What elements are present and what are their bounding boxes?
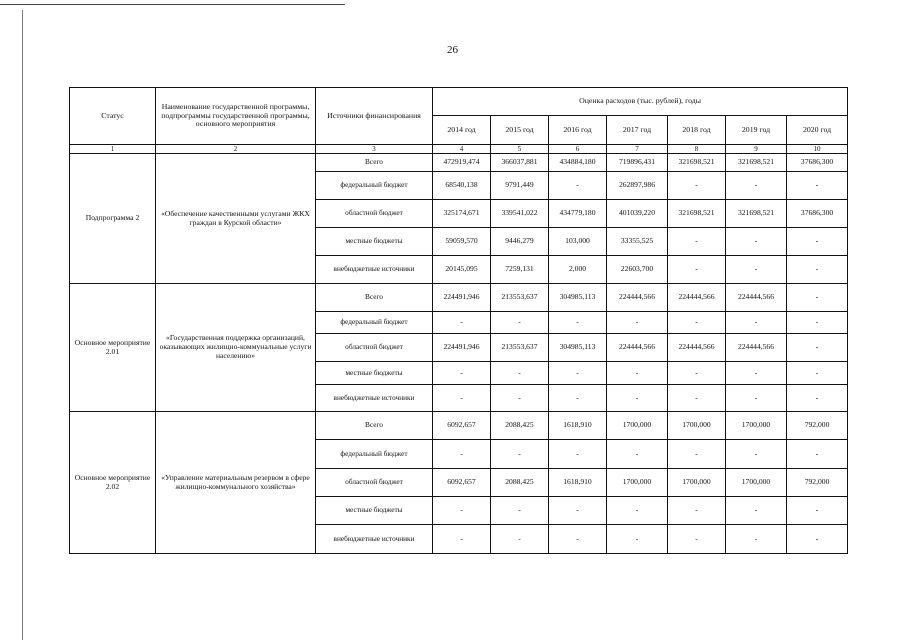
value-cell: 1618,910 (549, 469, 607, 497)
value-cell: - (787, 228, 848, 256)
value-cell: - (607, 497, 668, 525)
value-cell: 366037,881 (491, 154, 549, 172)
value-cell: - (607, 440, 668, 469)
value-cell: 325174,671 (433, 200, 491, 228)
value-cell: - (491, 440, 549, 469)
header-expense: Оценка расходов (тыс. рублей), годы (433, 88, 848, 116)
value-cell: 2088,425 (491, 412, 549, 440)
value-cell: - (787, 334, 848, 362)
table-row (70, 154, 848, 172)
header-year: 2016 год (549, 116, 607, 145)
value-cell: 37686,300 (787, 154, 848, 172)
value-cell: 304985,113 (549, 334, 607, 362)
value-cell: - (787, 497, 848, 525)
funding-source-cell: внебюджетные источники (316, 385, 433, 412)
value-cell: - (491, 525, 549, 554)
value-cell: - (726, 385, 787, 412)
value-cell: - (668, 362, 726, 385)
value-cell: - (549, 172, 607, 200)
value-cell: 1618,910 (549, 412, 607, 440)
value-cell: - (549, 385, 607, 412)
value-cell: 401039,220 (607, 200, 668, 228)
header-year: 2014 год (433, 116, 491, 145)
value-cell: - (549, 312, 607, 334)
value-cell: 68540,138 (433, 172, 491, 200)
value-cell: 2088,425 (491, 469, 549, 497)
value-cell: 7259,131 (491, 256, 549, 284)
value-cell: 224444,566 (607, 334, 668, 362)
value-cell: - (787, 312, 848, 334)
header-year: 2015 год (491, 116, 549, 145)
value-cell: - (668, 312, 726, 334)
value-cell: 22603,700 (607, 256, 668, 284)
value-cell: 719896,431 (607, 154, 668, 172)
value-cell: 321698,521 (726, 154, 787, 172)
value-cell: - (668, 525, 726, 554)
value-cell: 1700,000 (668, 412, 726, 440)
value-cell: - (726, 440, 787, 469)
budget-table (69, 87, 848, 554)
header-year: 2019 год (726, 116, 787, 145)
value-cell: 321698,521 (668, 200, 726, 228)
value-cell: - (668, 256, 726, 284)
value-cell: 434884,180 (549, 154, 607, 172)
status-cell: Основное мероприятие 2.02 (70, 412, 156, 554)
value-cell: 339541,022 (491, 200, 549, 228)
value-cell: - (491, 385, 549, 412)
funding-source-cell: внебюджетные источники (316, 256, 433, 284)
value-cell: - (668, 228, 726, 256)
value-cell: - (787, 385, 848, 412)
funding-source-cell: местные бюджеты (316, 362, 433, 385)
funding-source-cell: федеральный бюджет (316, 312, 433, 334)
value-cell: - (726, 228, 787, 256)
status-cell: Подпрограмма 2 (70, 154, 156, 284)
table-row (70, 412, 848, 440)
funding-source-cell: местные бюджеты (316, 497, 433, 525)
value-cell: - (726, 525, 787, 554)
value-cell: 103,000 (549, 228, 607, 256)
value-cell: - (607, 385, 668, 412)
value-cell: - (668, 385, 726, 412)
value-cell: 321698,521 (726, 200, 787, 228)
value-cell: - (607, 312, 668, 334)
value-cell: - (433, 525, 491, 554)
funding-source-cell: федеральный бюджет (316, 172, 433, 200)
header-source: Источники финансирования (316, 88, 433, 145)
value-cell: - (787, 284, 848, 312)
header-year: 2020 год (787, 116, 848, 145)
value-cell: 2,000 (549, 256, 607, 284)
value-cell: - (491, 497, 549, 525)
value-cell: - (726, 312, 787, 334)
column-number-row (70, 145, 848, 154)
value-cell: - (433, 497, 491, 525)
value-cell: - (433, 385, 491, 412)
value-cell: - (491, 312, 549, 334)
value-cell: 321698,521 (668, 154, 726, 172)
value-cell: - (787, 172, 848, 200)
value-cell: 434779,180 (549, 200, 607, 228)
value-cell: 224444,566 (668, 334, 726, 362)
scan-edge-line (0, 4, 345, 5)
value-cell: 6092,657 (433, 469, 491, 497)
column-number: 3 (316, 145, 433, 154)
value-cell: - (549, 440, 607, 469)
value-cell: 9791,449 (491, 172, 549, 200)
value-cell: 1700,000 (726, 469, 787, 497)
value-cell: - (607, 525, 668, 554)
header-year: 2017 год (607, 116, 668, 145)
value-cell: 1700,000 (607, 469, 668, 497)
funding-source-cell: Всего (316, 284, 433, 312)
value-cell: - (787, 440, 848, 469)
value-cell: 792,000 (787, 469, 848, 497)
value-cell: - (668, 172, 726, 200)
column-number: 5 (491, 145, 549, 154)
value-cell: 792,000 (787, 412, 848, 440)
value-cell: 1700,000 (668, 469, 726, 497)
value-cell: 262897,986 (607, 172, 668, 200)
funding-source-cell: областной бюджет (316, 469, 433, 497)
value-cell: 37686,300 (787, 200, 848, 228)
header-status: Статус (70, 88, 156, 145)
value-cell: - (549, 525, 607, 554)
funding-source-cell: внебюджетные источники (316, 525, 433, 554)
header-name: Наименование государственной программы, подпрограммы государственной программы, основного мероприятия (156, 88, 316, 145)
column-number: 9 (726, 145, 787, 154)
program-name-cell: «Обеспечение качественными услугами ЖКХ граждан в Курской области» (156, 154, 316, 284)
funding-source-cell: федеральный бюджет (316, 440, 433, 469)
column-number: 2 (156, 145, 316, 154)
value-cell: 213553,637 (491, 334, 549, 362)
value-cell: 304985,113 (549, 284, 607, 312)
page-number: 26 (447, 44, 458, 56)
column-number: 10 (787, 145, 848, 154)
value-cell: - (433, 312, 491, 334)
column-number: 6 (549, 145, 607, 154)
value-cell: 9446,279 (491, 228, 549, 256)
value-cell: - (726, 256, 787, 284)
value-cell: - (726, 497, 787, 525)
funding-source-cell: Всего (316, 412, 433, 440)
funding-source-cell: областной бюджет (316, 334, 433, 362)
value-cell: - (787, 525, 848, 554)
table-row (70, 284, 848, 312)
column-number: 8 (668, 145, 726, 154)
column-number: 1 (70, 145, 156, 154)
status-cell: Основное мероприятие 2.01 (70, 284, 156, 412)
program-name-cell: «Управление материальным резервом в сфере жилищно-коммунального хозяйства» (156, 412, 316, 554)
value-cell: - (787, 362, 848, 385)
value-cell: - (787, 256, 848, 284)
value-cell: 224491,946 (433, 284, 491, 312)
funding-source-cell: Всего (316, 154, 433, 172)
header-row (70, 88, 848, 116)
value-cell: 472919,474 (433, 154, 491, 172)
value-cell: 213553,637 (491, 284, 549, 312)
value-cell: 59059,570 (433, 228, 491, 256)
value-cell: 20145,095 (433, 256, 491, 284)
value-cell: 33355,525 (607, 228, 668, 256)
value-cell: 1700,000 (607, 412, 668, 440)
value-cell: 224491,946 (433, 334, 491, 362)
value-cell: - (668, 440, 726, 469)
header-year: 2018 год (668, 116, 726, 145)
funding-source-cell: местные бюджеты (316, 228, 433, 256)
column-number: 4 (433, 145, 491, 154)
value-cell: 224444,566 (668, 284, 726, 312)
value-cell: - (549, 362, 607, 385)
program-name-cell: «Государственная поддержка организаций, оказывающих жилищно-коммунальные услуги населению» (156, 284, 316, 412)
value-cell: - (726, 362, 787, 385)
value-cell: - (726, 172, 787, 200)
funding-source-cell: областной бюджет (316, 200, 433, 228)
value-cell: - (549, 497, 607, 525)
value-cell: - (607, 362, 668, 385)
column-number: 7 (607, 145, 668, 154)
value-cell: - (491, 362, 549, 385)
value-cell: - (433, 362, 491, 385)
scan-margin-line (22, 10, 23, 640)
value-cell: 224444,566 (726, 334, 787, 362)
value-cell: 224444,566 (607, 284, 668, 312)
value-cell: 224444,566 (726, 284, 787, 312)
value-cell: - (668, 497, 726, 525)
value-cell: 1700,000 (726, 412, 787, 440)
value-cell: 6092,657 (433, 412, 491, 440)
value-cell: - (433, 440, 491, 469)
